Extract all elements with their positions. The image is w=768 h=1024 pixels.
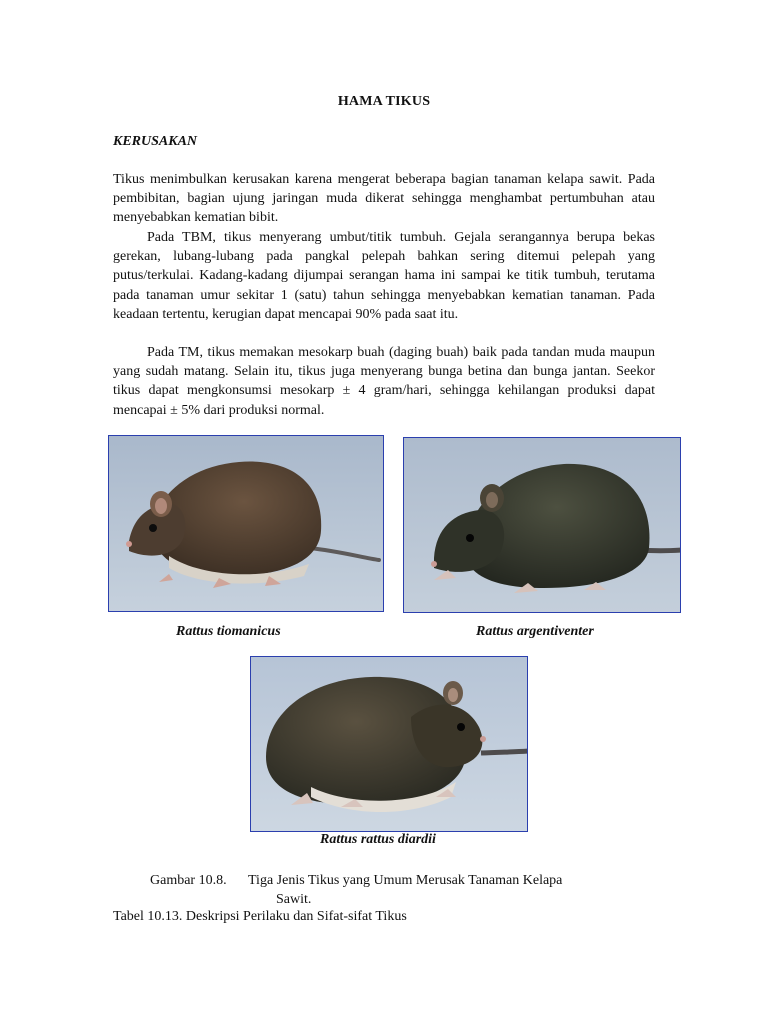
figure-caption-text: Tiga Jenis Tikus yang Umum Merusak Tanaman Kelapa [248,873,563,888]
rat-photo-tiomanicus [108,435,384,612]
page-title: HAMA TIKUS [337,94,431,109]
rat-photo-argentiventer [403,437,681,613]
section-heading: KERUSAKAN [113,134,198,149]
photo-caption-tiomanicus: Rattus tiomanicus [176,624,281,639]
figure-caption [150,871,630,909]
photo-caption-rattus-diardii: Rattus rattus diardii [320,832,436,847]
photo-caption-argentiventer: Rattus argentiventer [476,624,594,639]
figure-number: Gambar 10.8. [150,873,227,888]
paragraph-2: Pada TBM, tikus menyerang umbut/titik tumbuh. Gejala serangannya berupa bekas gerekan, lubang-lubang pada pangkal pelepah bahkan sering ditemui pelepah yang putus/terkulai. Kadang-kadang dijumpai serangan hama ini sampai ke titik tumbuh, terutama pada tanaman umur sekitar 1 (satu) tahun sehingga menyebabkan kematian tanaman. Pada keadaan tertentu, kerugian dapat mencapai 90% pada saat itu. [113,230,655,322]
table-caption: Tabel 10.13. Deskripsi Perilaku dan Sifat-sifat Tikus [113,909,407,924]
figure-caption-continuation: Sawit. [276,892,312,907]
rat-photo-rattus-diardii [250,656,528,832]
paragraph-1: Tikus menimbulkan kerusakan karena mengerat beberapa bagian tanaman kelapa sawit. Pada pembibitan, bagian ujung jaringan muda dikerat sehingga menghambat pertumbuhan atau menyebabkan kematian bibit. [113,172,655,226]
paragraph-3: Pada TM, tikus memakan mesokarp buah (daging buah) baik pada tandan muda maupun yang sudah matang. Selain itu, tikus juga menyerang bunga betina dan bunga jantan. Seekor tikus dapat mengkonsumsi mesokarp ± 4 gram/hari, sehingga kehilangan produksi dapat mencapai ± 5% dari produksi normal. [113,345,655,418]
